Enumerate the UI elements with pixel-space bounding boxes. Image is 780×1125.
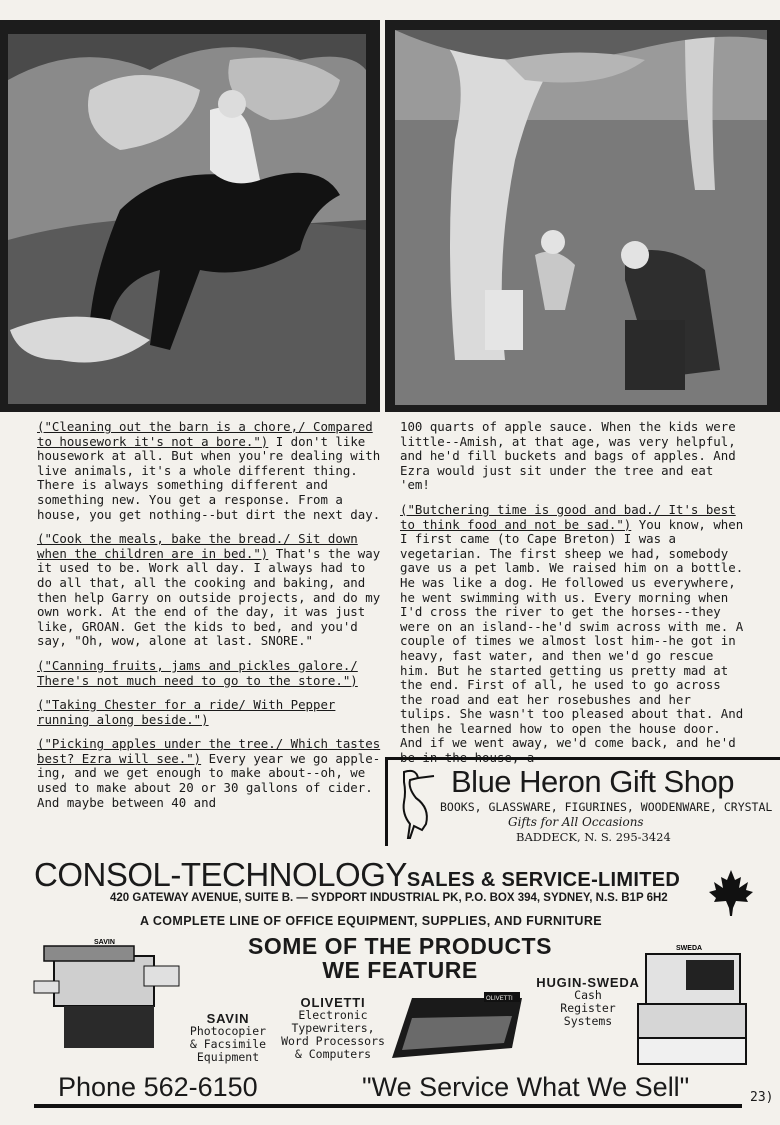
hugin-sweda-product — [533, 976, 643, 1028]
left-text-column — [37, 420, 385, 820]
savin-desc-2: & Facsimile — [189, 1037, 267, 1051]
olivetti-desc-2: Typewriters, — [291, 1021, 375, 1035]
bottom-rule — [34, 1104, 742, 1108]
heron-products: BOOKS, GLASSWARE, FIGURINES, WOODENWARE, CRYSTAL — [440, 800, 773, 814]
products-heading-line1: SOME OF THE PRODUCTS — [248, 933, 552, 959]
paragraph-lamb: You know, when I first came (to Cape Breton) I was a vegetarian. The first sheep we had, somebody gave us a pet lamb. We raised him on a bottle. He was like a dog. He followed us everywhere, he went swimming with us. Every morning when I'd cross the river to get the horses--they were on an island--he'd swim across with me. A couple of times we almost lost him--he got in heavy, fast water, and then we'd go rescue him. But he started getting us pretty mad at the end. First of all, he used to go across the road and eat her rosebushes and her tulips. She wasn't too pleased about that. And then he learned how to open the house door. And if we went away, we'd come back, and he'd be in the house, a- — [400, 516, 744, 766]
consol-title — [34, 856, 680, 894]
quote-butchering: ("Butchering time is good and bad./ It's best to think food and not be sad.") — [400, 501, 736, 532]
consol-phone: Phone 562-6150 — [58, 1072, 258, 1102]
olivetti-product — [278, 996, 388, 1061]
sweda-name: HUGIN-SWEDA — [536, 975, 640, 990]
heron-shop-title: Blue Heron Gift Shop — [451, 764, 734, 799]
sweda-desc-2: Register — [560, 1001, 616, 1015]
olivetti-logo-label: OLIVETTI — [486, 996, 513, 1002]
quote-apples: ("Picking apples under the tree./ Which tastes best? Ezra will see.") — [37, 736, 381, 766]
quilt-photo-horse-rider — [0, 20, 380, 412]
cash-register-image — [636, 940, 748, 1068]
products-heading — [220, 934, 580, 982]
quote-chester: ("Taking Chester for a ride/ With Pepper running along beside.") — [37, 697, 336, 727]
sweda-desc-1: Cash — [574, 988, 602, 1002]
sweda-logo-label: SWEDA — [676, 945, 703, 952]
paragraph-apples: Every year we go apple-ing, and we get enough to make about--oh, we used to make about 20 or 30 gallons of cider. And maybe between 40 and — [37, 750, 381, 810]
products-heading-line2: WE FEATURE — [322, 957, 478, 983]
maple-leaf-icon — [708, 868, 754, 918]
consol-tagline: A COMPLETE LINE OF OFFICE EQUIPMENT, SUPPLIES, AND FURNITURE — [140, 914, 602, 928]
savin-desc-3: Equipment — [196, 1050, 260, 1064]
heron-icon — [396, 768, 438, 840]
consol-slogan: "We Service What We Sell" — [362, 1072, 690, 1102]
heron-tagline: Gifts for All Occasions — [508, 815, 644, 829]
quilt-photo-apple-picking — [385, 20, 780, 412]
savin-desc-1: Photocopier — [189, 1024, 267, 1038]
heron-location-phone: BADDECK, N. S. 295-3424 — [516, 830, 671, 844]
quote-canning: ("Canning fruits, jams and pickles galore./ There's not much need to go to the store.") — [37, 657, 358, 688]
paragraph-applesauce: 100 quarts of apple sauce. When the kids were little--Amish, at that age, was very helpful, and he'd fill buckets and bags of apples. And Ezra would just sit under the tree and eat 'em! — [400, 419, 736, 493]
quote-meals: ("Cook the meals, bake the bread./ Sit down when the children are in bed.") — [37, 531, 358, 561]
consol-name: CONSOL-TECHNOLOGY — [34, 856, 407, 893]
consol-technology-ad — [0, 848, 780, 1125]
quote-barn: ("Cleaning out the barn is a chore,/ Compared to housework it's not a bore.") — [37, 419, 373, 449]
savin-name: SAVIN — [206, 1011, 250, 1026]
olivetti-name: OLIVETTI — [300, 995, 366, 1010]
paragraph-meals: That's the way it used to be. Work all day. I always had to do all that, all the cooking and baking, and then help Garry on outside projects, and do my own work. At the end of the day, it was just like, GROAN. Get the kids to bed, and you'd say, "Oh, wow, alone at last. SNORE." — [37, 545, 381, 649]
savin-logo-label: SAVIN — [94, 939, 115, 946]
savin-product — [186, 1012, 270, 1064]
page-number: 23) — [750, 1090, 774, 1105]
photocopier-image — [34, 936, 184, 1056]
olivetti-desc-1: Electronic — [298, 1008, 368, 1022]
blue-heron-ad — [385, 757, 780, 846]
right-text-column — [400, 419, 745, 766]
sweda-desc-3: Systems — [563, 1014, 613, 1028]
paragraph-barn: I don't like housework at all. But when you're dealing with live animals, it's a whole different thing. There is always something different and something new. You get a response. From a house, you get nothing--but dirt the next day. — [37, 433, 381, 522]
consol-address: 420 GATEWAY AVENUE, SUITE B. — SYDPORT INDUSTRIAL PK, P.O. BOX 394, SYDNEY, N.S. B1P 6H2 — [110, 892, 668, 904]
olivetti-desc-4: & Computers — [294, 1047, 372, 1061]
consol-subtitle: SALES & SERVICE-LIMITED — [406, 869, 681, 891]
typewriter-image — [392, 988, 532, 1068]
olivetti-desc-3: Word Processors — [281, 1034, 385, 1048]
